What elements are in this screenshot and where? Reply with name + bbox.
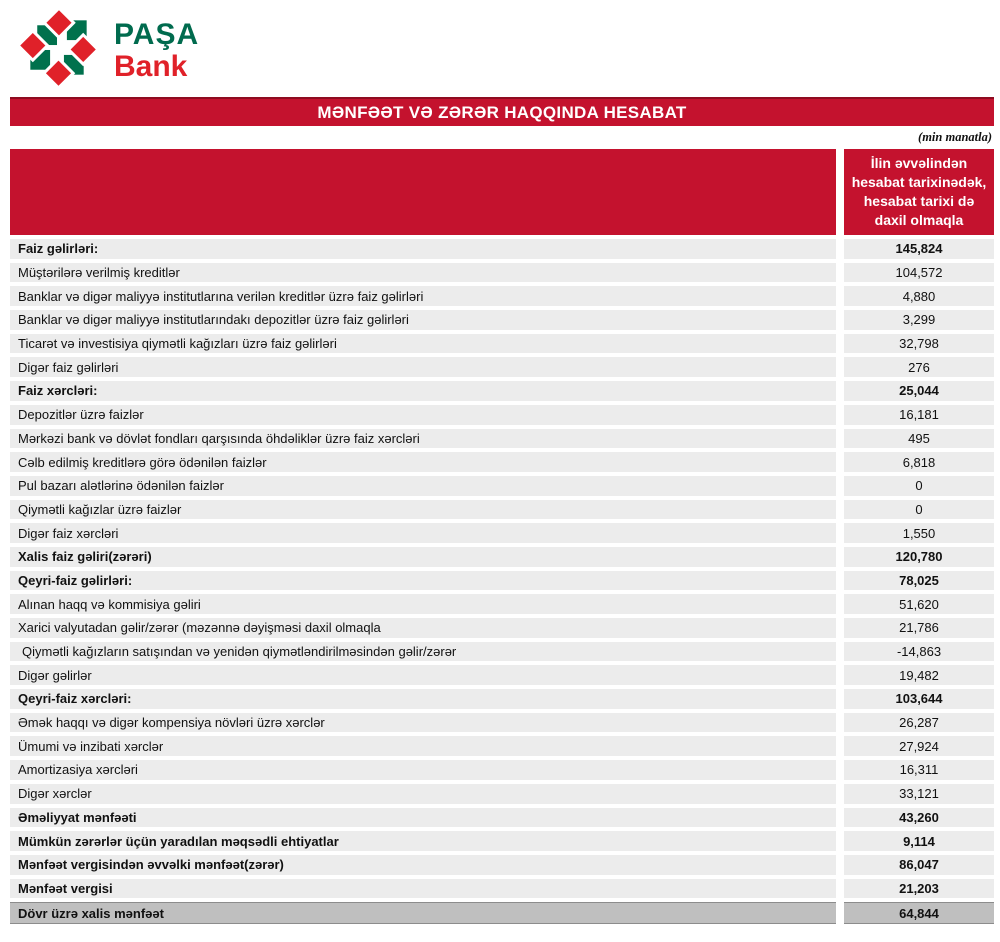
row-label: Mənfəət vergisindən əvvəlki mənfəət(zərər) — [10, 855, 836, 875]
table-row — [10, 286, 994, 306]
row-value: 6,818 — [844, 452, 994, 472]
table-row — [10, 831, 994, 851]
table-row — [10, 689, 994, 709]
pasha-bank-pinwheel-icon — [16, 6, 100, 90]
row-label: Mənfəət vergisi — [10, 879, 836, 899]
bank-name-line1: PAŞA — [114, 18, 200, 51]
row-value: 27,924 — [844, 736, 994, 756]
table-row — [10, 500, 994, 520]
report-title: MƏNFƏƏT VƏ ZƏRƏR HAQQINDA HESABAT — [317, 102, 687, 122]
table-row — [10, 879, 994, 899]
table-row — [10, 618, 994, 638]
row-label: Mümkün zərərlər üçün yaradılan məqsədli ehtiyatlar — [10, 831, 836, 851]
row-value: 103,644 — [844, 689, 994, 709]
row-value: 0 — [844, 500, 994, 520]
row-value: 1,550 — [844, 523, 994, 543]
bank-logo-text — [114, 20, 199, 82]
table-row — [10, 523, 994, 543]
row-label: Depozitlər üzrə faizlər — [10, 405, 836, 425]
table-header-row — [10, 149, 994, 235]
table-row — [10, 405, 994, 425]
row-label: Mərkəzi bank və dövlət fondları qarşısında öhdəliklər üzrə faiz xərcləri — [10, 429, 836, 449]
table-row — [10, 808, 994, 828]
row-label: Dövr üzrə xalis mənfəət — [10, 902, 836, 924]
row-value: -14,863 — [844, 642, 994, 662]
row-value: 16,181 — [844, 405, 994, 425]
row-value: 4,880 — [844, 286, 994, 306]
table-row-net-profit-total — [10, 902, 994, 924]
row-value: 104,572 — [844, 263, 994, 283]
table-row — [10, 381, 994, 401]
table-row — [10, 239, 994, 259]
row-label: Qeyri-faiz xərcləri: — [10, 689, 836, 709]
row-value: 78,025 — [844, 571, 994, 591]
row-label: Alınan haqq və kommisiya gəliri — [10, 594, 836, 614]
row-value: 32,798 — [844, 334, 994, 354]
table-row — [10, 310, 994, 330]
row-label: Digər xərclər — [10, 784, 836, 804]
row-value: 16,311 — [844, 760, 994, 780]
header-value-cell: İlin əvvəlindən hesabat tarixinədək, hesabat tarixi də daxil olmaqla — [844, 149, 994, 235]
row-value: 86,047 — [844, 855, 994, 875]
row-label: Digər faiz xərcləri — [10, 523, 836, 543]
profit-loss-table — [10, 149, 994, 924]
row-value: 26,287 — [844, 713, 994, 733]
row-label: Digər gəlirlər — [10, 665, 836, 685]
row-label: Qiymətli kağızlar üzrə faizlər — [10, 500, 836, 520]
row-value: 21,203 — [844, 879, 994, 899]
row-label: Amortizasiya xərcləri — [10, 760, 836, 780]
row-value: 21,786 — [844, 618, 994, 638]
unit-note: (min manatla) — [918, 130, 992, 144]
row-value: 25,044 — [844, 381, 994, 401]
row-value: 145,824 — [844, 239, 994, 259]
row-value: 43,260 — [844, 808, 994, 828]
row-label: Qiymətli kağızların satışından və yenidən qiymətləndirilməsindən gəlir/zərər — [10, 642, 836, 662]
table-row — [10, 736, 994, 756]
row-value: 19,482 — [844, 665, 994, 685]
bank-logo — [0, 0, 1000, 92]
row-value: 495 — [844, 429, 994, 449]
table-row — [10, 334, 994, 354]
row-label: Ümumi və inzibati xərclər — [10, 736, 836, 756]
row-label: Müştərilərə verilmiş kreditlər — [10, 263, 836, 283]
bank-name-line2: Bank — [114, 50, 188, 83]
table-row — [10, 760, 994, 780]
row-value: 9,114 — [844, 831, 994, 851]
table-row — [10, 452, 994, 472]
row-label: Banklar və digər maliyyə institutlarına verilən kreditlər üzrə faiz gəlirləri — [10, 286, 836, 306]
row-value: 51,620 — [844, 594, 994, 614]
row-label: Faiz xərcləri: — [10, 381, 836, 401]
row-value: 33,121 — [844, 784, 994, 804]
row-label: Pul bazarı alətlərinə ödənilən faizlər — [10, 476, 836, 496]
table-row — [10, 263, 994, 283]
row-label: Xalis faiz gəliri(zərəri) — [10, 547, 836, 567]
row-value: 0 — [844, 476, 994, 496]
row-label: Digər faiz gəlirləri — [10, 357, 836, 377]
table-row — [10, 357, 994, 377]
table-row — [10, 571, 994, 591]
row-label: Xarici valyutadan gəlir/zərər (məzənnə dəyişməsi daxil olmaqla — [10, 618, 836, 638]
row-value: 276 — [844, 357, 994, 377]
row-label: Ticarət və investisiya qiymətli kağızları üzrə faiz gəlirləri — [10, 334, 836, 354]
report-title-banner — [10, 97, 994, 126]
row-value: 3,299 — [844, 310, 994, 330]
table-row — [10, 429, 994, 449]
header-empty-cell — [10, 149, 836, 235]
table-row — [10, 713, 994, 733]
row-value: 120,780 — [844, 547, 994, 567]
row-label: Banklar və digər maliyyə institutlarındakı depozitlər üzrə faiz gəlirləri — [10, 310, 836, 330]
row-label: Əmək haqqı və digər kompensiya növləri üzrə xərclər — [10, 713, 836, 733]
row-label: Əməliyyat mənfəəti — [10, 808, 836, 828]
table-row — [10, 547, 994, 567]
table-row — [10, 665, 994, 685]
table-row — [10, 594, 994, 614]
table-row — [10, 784, 994, 804]
table-row — [10, 855, 994, 875]
table-row — [10, 476, 994, 496]
row-label: Qeyri-faiz gəlirləri: — [10, 571, 836, 591]
row-label: Faiz gəlirləri: — [10, 239, 836, 259]
table-row — [10, 642, 994, 662]
row-label: Cəlb edilmiş kreditlərə görə ödənilən faizlər — [10, 452, 836, 472]
row-value: 64,844 — [844, 902, 994, 924]
